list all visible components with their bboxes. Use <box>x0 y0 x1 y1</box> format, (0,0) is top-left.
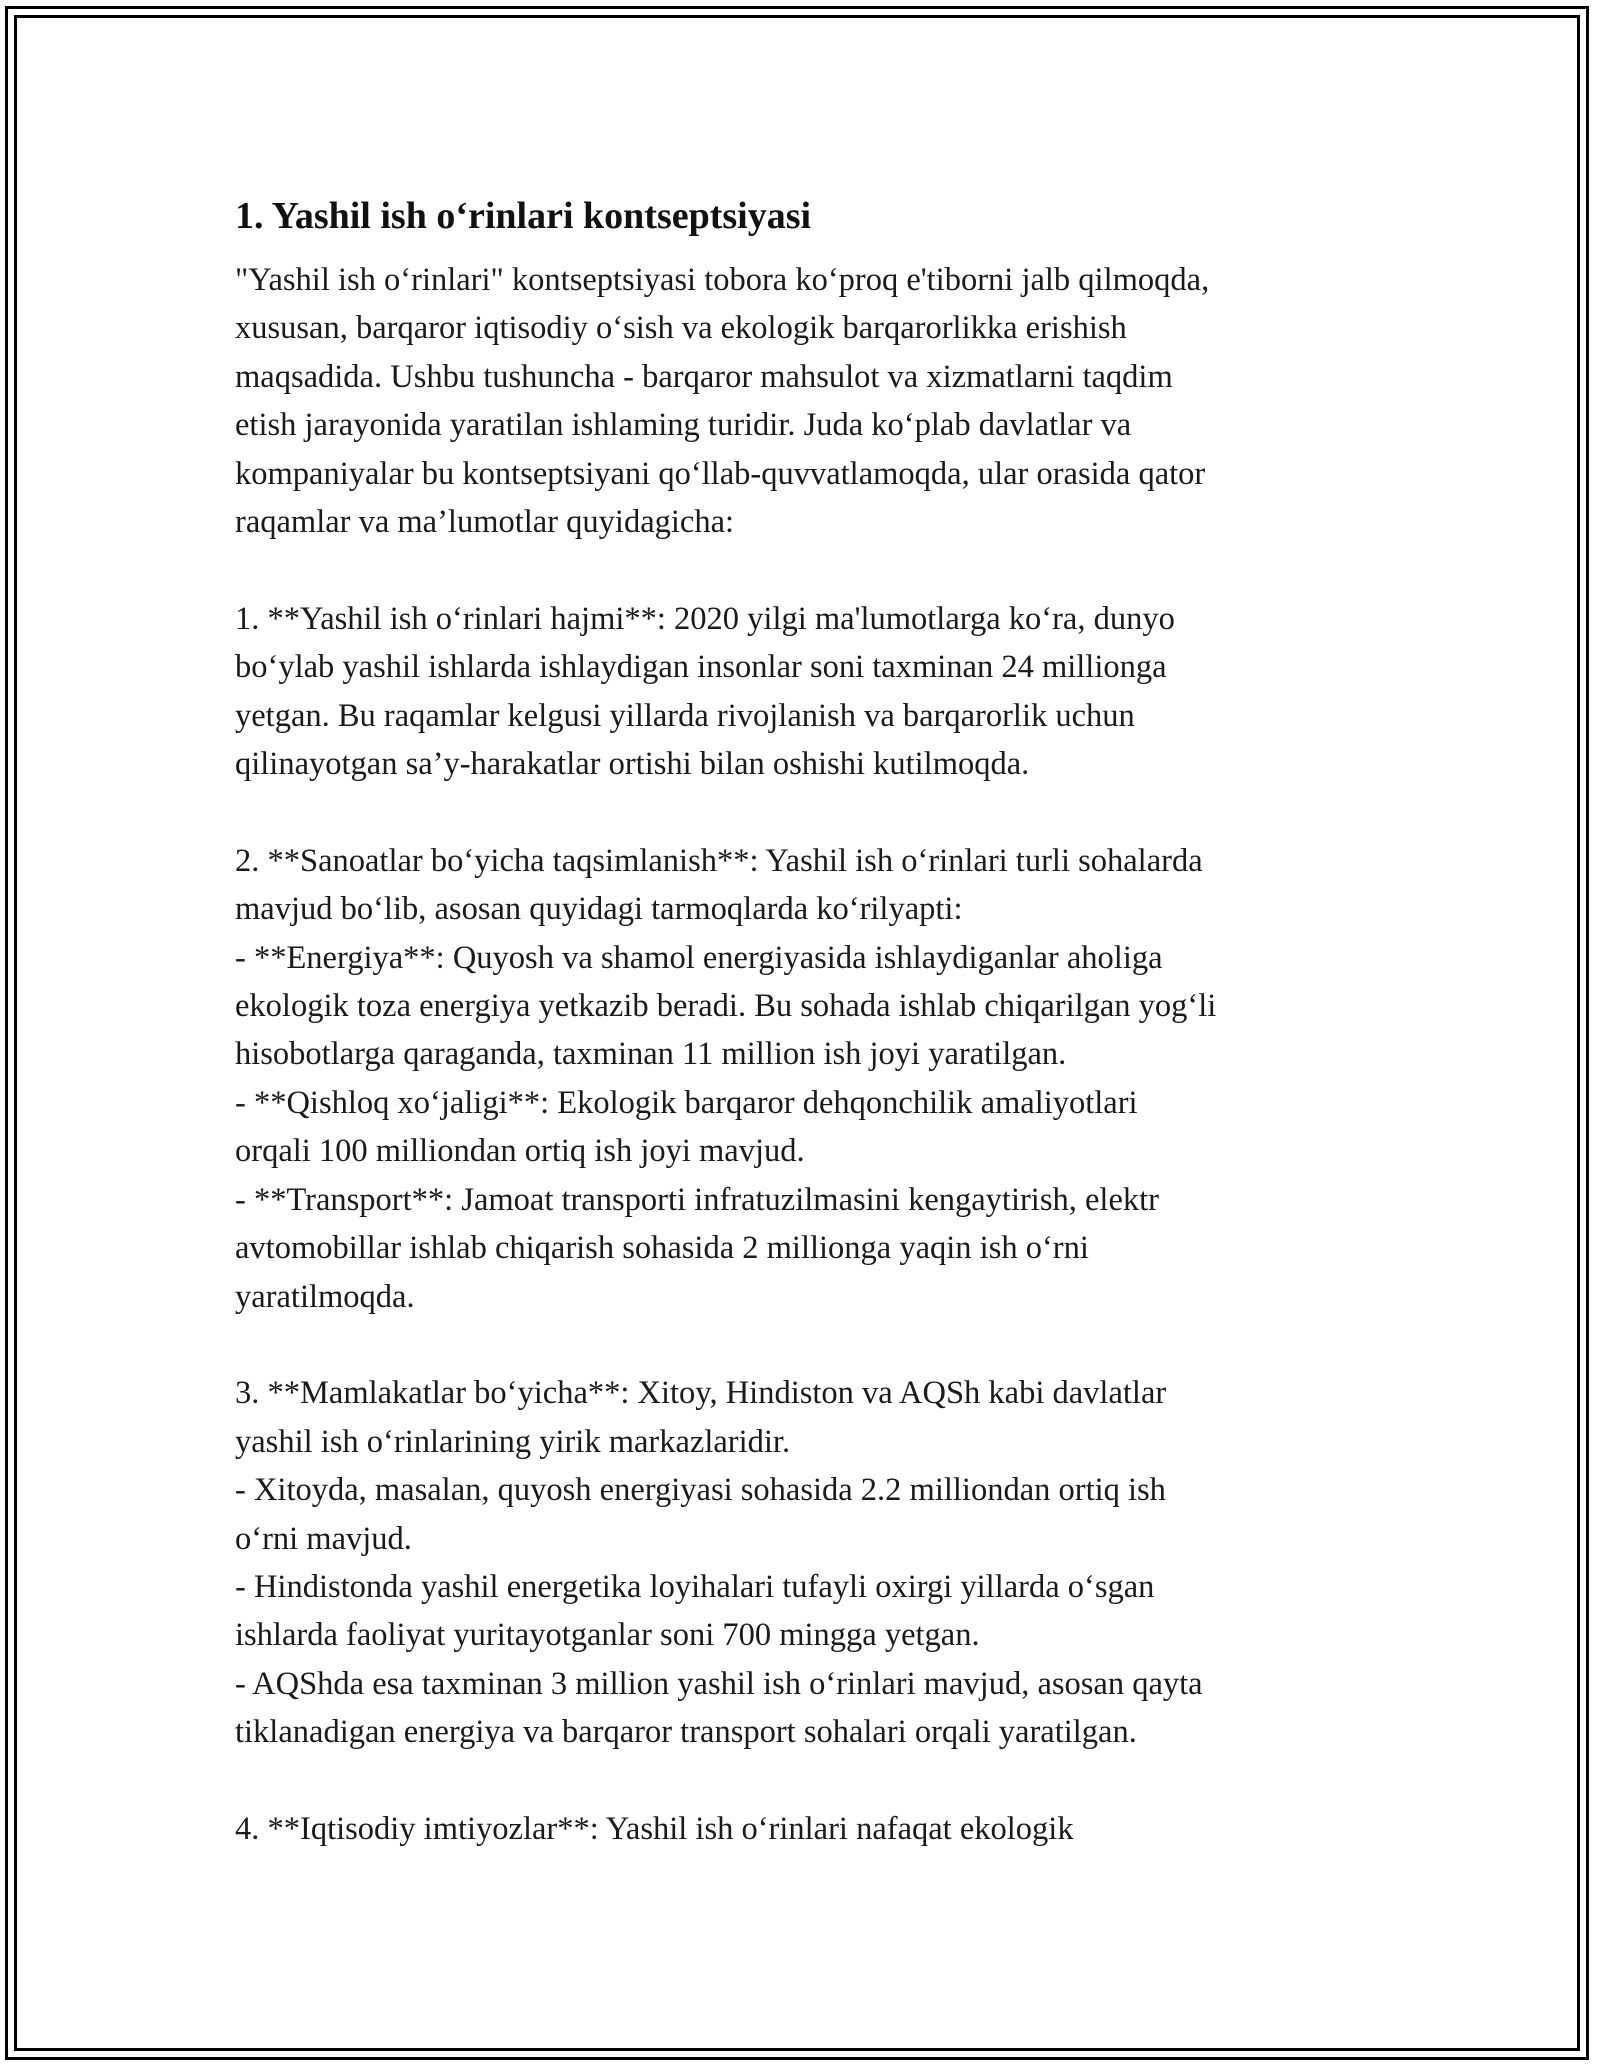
paragraph-spacer <box>235 1321 1375 1369</box>
paragraph-spacer <box>235 546 1375 594</box>
document-body <box>235 188 1375 1853</box>
paragraph-spacer <box>235 788 1375 836</box>
list-item-countries: 3. **Mamlakatlar bo‘yicha**: Xitoy, Hindiston va AQSh kabi davlatlar yashil ish o‘rinlarining yirik markazlaridir. - Xitoyda, masalan, quyosh energiyasi sohasida 2.2 milliondan ortiq ish o‘rni mavjud. - Hindistonda yashil energetika loyihalari tufayli oxirgi yillarda o‘sgan ishlarda faoliyat yuritayotganlar soni 700 mingga yetgan. - AQShda esa taxminan 3 million yashil ish o‘rinlari mavjud, asosan qayta tiklanadigan energiya va barqaror transport sohalari orqali yaratilgan. <box>235 1375 1203 1751</box>
paragraph-spacer <box>235 1757 1375 1805</box>
list-item-economic-benefits: 4. **Iqtisodiy imtiyozlar**: Yashil ish o‘rinlari nafaqat ekologik <box>235 1810 1074 1847</box>
list-item-industries: 2. **Sanoatlar bo‘yicha taqsimlanish**: Yashil ish o‘rinlari turli sohalarda mavjud bo‘lib, asosan quyidagi tarmoqlarda ko‘rilyapti: - **Energiya**: Quyosh va shamol energiyasida ishlaydiganlar aholiga ekologik toza energiya yetkazib beradi. Bu sohada ishlab chiqarilgan yog‘li hisobotlarga qaraganda, taxminan 11 million ish joyi yaratilgan. - **Qishloq xo‘jaligi**: Ekologik barqaror dehqonchilik amaliyotlari orqali 100 milliondan ortiq ish joyi mavjud. - **Transport**: Jamoat transporti infratuzilmasini kengaytirish, elektr avtomobillar ishlab chiqarish sohasida 2 millionga yaqin ish o‘rni yaratilmoqda. <box>235 842 1217 1315</box>
intro-paragraph: "Yashil ish o‘rinlari" kontseptsiyasi tobora ko‘proq e'tiborni jalb qilmoqda, xususan, barqaror iqtisodiy o‘sish va ekologik barqarorlikka erishish maqsadida. Ushbu tushuncha - barqaror mahsulot va xizmatlarni taqdim etish jarayonida yaratilan ishlaming turidir. Juda ko‘plab davlatlar va kompaniyalar bu kontseptsiyani qo‘llab-quvvatlamoqda, ular orasida qator raqamlar va ma’lumotlar quyidagicha: <box>235 262 1210 541</box>
section-heading: 1. Yashil ish o‘rinlari kontseptsiyasi <box>235 195 812 237</box>
list-item-volume: 1. **Yashil ish o‘rinlari hajmi**: 2020 yilgi ma'lumotlarga ko‘ra, dunyo bo‘ylab yashil ishlarda ishlaydigan insonlar soni taxminan 24 millionga yetgan. Bu raqamlar kelgusi yillarda rivojlanish va barqarorlik uchun qilinayotgan sa’y-harakatlar ortishi bilan oshishi kutilmoqda. <box>235 600 1175 783</box>
